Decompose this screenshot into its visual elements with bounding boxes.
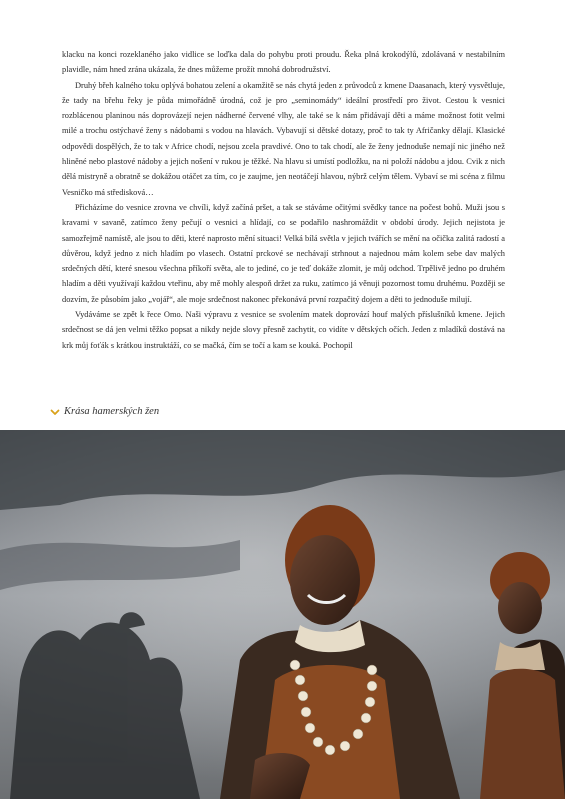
chevron-down-icon (50, 407, 60, 417)
paragraph-4: Vydáváme se zpět k řece Omo. Naši výpravu z vesnice se svolením matek doprovází houf malých příslušníků kmene. Jejich srdečnost se dá jen velmi těžko popsat a nikdy nejde slovy přesně zachytit, co vidíte v dětských očích. Jeden z mladíků dostává na krk můj foťák s krátkou instruktáží, co se mačká, čím se točí a kam se kouká. Pochopil (62, 310, 505, 350)
hamer-women-photo (0, 430, 565, 799)
paragraph-3: Přicházíme do vesnice zrovna ve chvíli, když začíná pršet, a tak se stáváme očitými svědky tance na počest bohů. Muži jsou s kravami v savaně, zatímco ženy pečují o vesnici a hlídají, co se podařilo nashromáždit v období úrody. Jejich nejistota je samozřejmě namístě, ale jsou to děti, které naprosto mění situaci! Velká bílá světla v jejich tvářích se mění na očička zalitá radostí a důvěrou, když jedno z nich hladím po vlasech. Ostatní prckové se nechávají strhnout a najednou mám kolem sebe dav malých srdečných dětí, které snesou všechna příkoří světa, ale to jediné, co je teď dokáže zlomit, je můj odchod. Trpělivě jedno po druhém hladím a děti využívají každou vteřinu, aby mě mohly alespoň držet za ruku, zatímco já věnuji pozornost tomu druhému. Později se dozvím, že působím jako „vojář“, ale moje srdečnost nakonec překonává první rozpačitý dojem a děti to jednoduše milují. (62, 202, 505, 304)
paragraph-1: klacku na konci rozeklaného jako vidlice se loďka dala do pohybu proti proudu. Řeka plná krokodýlů, zdolávaná v nestabilním plavidle, nám hned zrána ukázala, že dnes můžeme prožít mnohá dobrodružství. (62, 50, 505, 75)
caption-title: Krása hamerských žen (64, 406, 160, 417)
paragraph-2: Druhý břeh kalného toku oplývá bohatou zelení a okamžitě se nás chytá jeden z průvodců z kmene Daasanach, který vysvětluje, že tady na břehu řeky je půda mimořádně úrodná, což je pro „seminomády“ ideální prostředí pro život. Cestou k vesnici rozblácenou planinou nás doprovázejí nejen nádherné červené vlhy, ale také se k nám přidávají děti a máme možnost fotit velmi milé a trochu ostýchavé ženy s nádobami s vodou na hlavách. Vybavují si dětské dotazy, proč to tak ty Afričanky dělají. Klasické odpovědi dospělých, že to tak v Africe chodí, nejsou zcela pravdivé. Ono to tak chodí, ale že ženy jednoduše nemají nic jiného než hliněné nebo plastové nádoby a jejich nošení v rukou je těžké. Na hlavu si umístí podložku, na ni položí nádobu a jdou. Cvik z nich dělá mistryně a obratně se dokážou otáčet za tím, co je zaujme, jen neotáčejí hlavou, nýbrž celým tělem. Vybaví se mi scéna z filmu Vesničko má středisková… (62, 80, 505, 197)
photo-caption (50, 406, 159, 417)
article-text (62, 47, 505, 353)
